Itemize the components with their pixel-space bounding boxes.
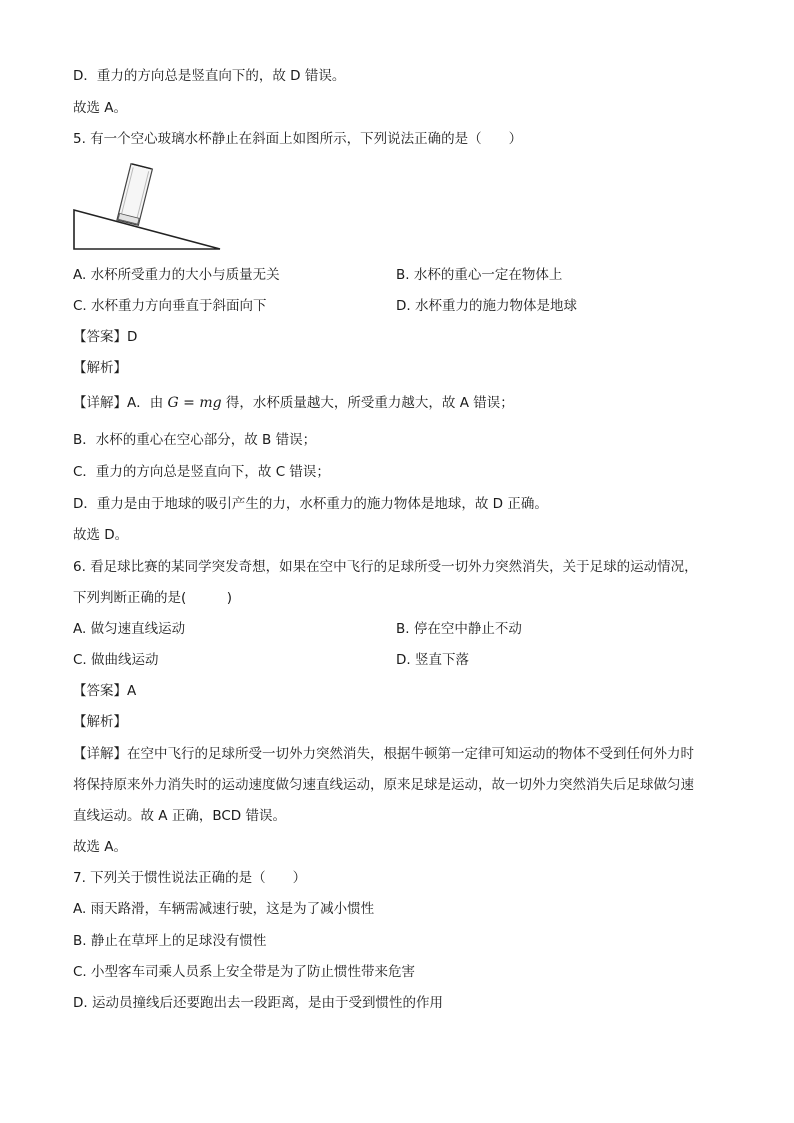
q6-detail-line2: 将保持原来外力消失时的运动速度做匀速直线运动，原来足球是运动，故一切外力突然消失后足球做匀速 [73, 777, 694, 793]
q5-option-d: D. 水杯重力的施力物体是地球 [396, 298, 577, 314]
q6-detail-line3: 直线运动。故 A 正确，BCD 错误。 [73, 808, 286, 824]
q6-stem-line1: 6. 看足球比赛的某同学突发奇想，如果在空中飞行的足球所受一切外力突然消失，关于足球的运动情况， [73, 559, 698, 575]
q5-figure-cup-on-incline [70, 155, 230, 255]
q5-stem: 5. 有一个空心玻璃水杯静止在斜面上如图所示，下列说法正确的是（ ） [73, 131, 523, 147]
q6-analysis-heading: 【解析】 [73, 714, 127, 730]
q5-detail-suffix: 得，水杯质量越大，所受重力越大，故 A 错误； [225, 395, 514, 411]
q6-option-a: A. 做匀速直线运动 [73, 621, 186, 637]
q6-option-c: C. 做曲线运动 [73, 652, 159, 668]
q4-option-d-explanation: D．重力的方向总是竖直向下的，故 D 错误。 [73, 68, 346, 84]
q5-detail-a [73, 393, 514, 413]
q6-option-b: B. 停在空中静止不动 [396, 621, 522, 637]
q6-choose: 故选 A。 [73, 839, 128, 855]
q6-answer: 【答案】A [73, 683, 137, 699]
q5-detail-c: C．重力的方向总是竖直向下，故 C 错误； [73, 464, 330, 480]
q5-option-c: C. 水杯重力方向垂直于斜面向下 [73, 298, 267, 314]
q5-detail-b: B．水杯的重心在空心部分，故 B 错误； [73, 432, 317, 448]
q7-option-b: B. 静止在草坪上的足球没有惯性 [73, 933, 267, 949]
q6-detail-line1: 【详解】在空中飞行的足球所受一切外力突然消失，根据牛顿第一定律可知运动的物体不受到任何外力时 [73, 746, 694, 762]
q4-choose: 故选 A。 [73, 100, 128, 116]
q5-analysis-heading: 【解析】 [73, 360, 127, 376]
q7-option-c: C. 小型客车司乘人员系上安全带是为了防止惯性带来危害 [73, 964, 416, 980]
q6-option-d: D. 竖直下落 [396, 652, 469, 668]
q5-choose: 故选 D。 [73, 527, 129, 543]
q5-detail-prefix: 【详解】A．由 [73, 395, 164, 411]
glass-cup [117, 164, 152, 226]
q7-stem: 7. 下列关于惯性说法正确的是（ ） [73, 870, 307, 886]
q6-stem-line2: 下列判断正确的是( ) [73, 590, 233, 606]
q5-detail-d: D．重力是由于地球的吸引产生的力，水杯重力的施力物体是地球，故 D 正确。 [73, 496, 548, 512]
q7-option-d: D. 运动员撞线后还要跑出去一段距离，是由于受到惯性的作用 [73, 995, 443, 1011]
q5-option-a: A. 水杯所受重力的大小与质量无关 [73, 267, 280, 283]
q7-option-a: A. 雨天路滑，车辆需减速行驶，这是为了减小惯性 [73, 901, 375, 917]
incline-triangle [74, 210, 220, 249]
q5-answer: 【答案】D [73, 329, 138, 345]
q5-option-b: B. 水杯的重心一定在物体上 [396, 267, 563, 283]
q5-formula: G = mg [167, 395, 222, 411]
